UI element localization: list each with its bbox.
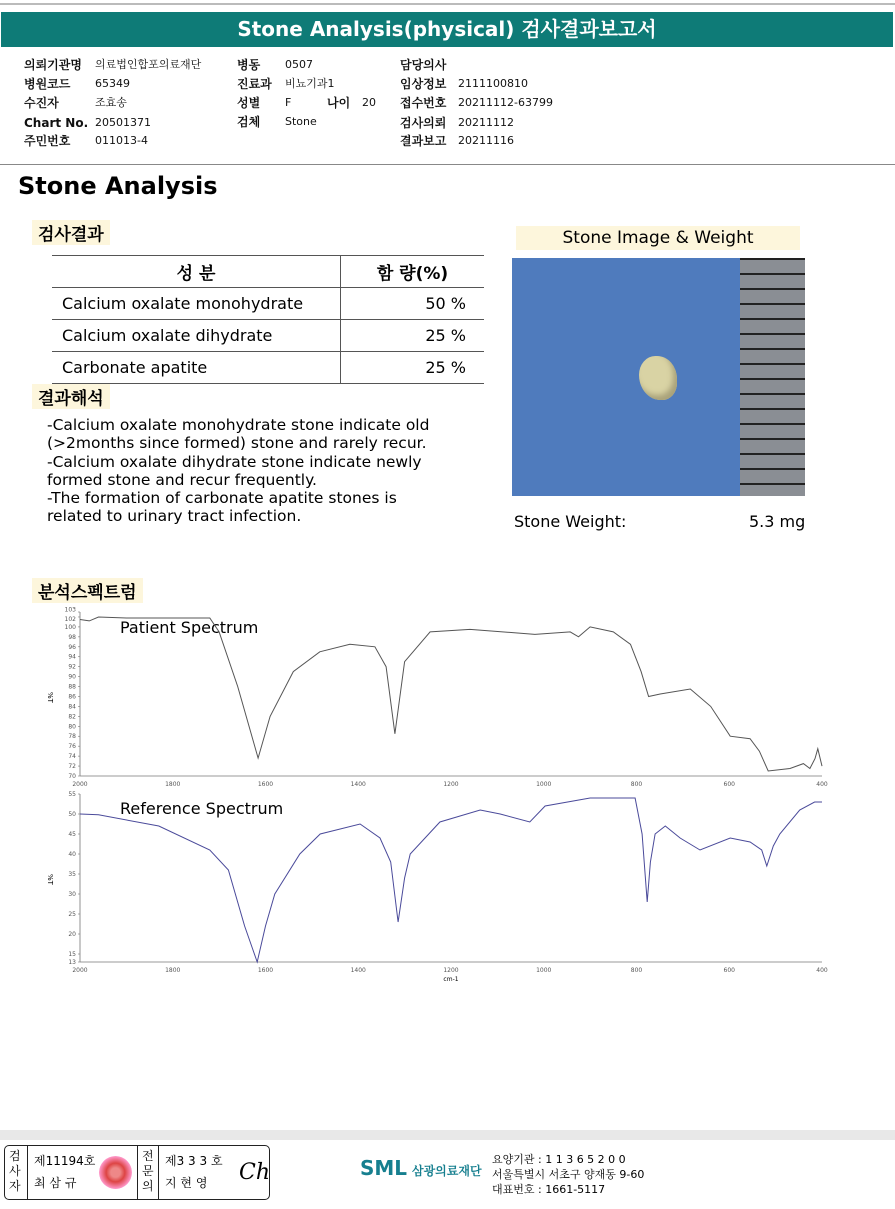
column-header: 성 분: [52, 256, 341, 288]
interpretation-text: [47, 416, 429, 526]
ruler: [740, 258, 805, 496]
info-value: 65349: [95, 77, 130, 90]
x-axis-label: cm-1: [443, 976, 459, 983]
info-label: 의뢰기관명: [24, 58, 82, 72]
info-value: 조효송: [95, 96, 127, 109]
y-tick-label: 92: [68, 663, 76, 671]
table-row: [52, 320, 484, 352]
info-value: 20211112: [458, 116, 514, 129]
info-label: 성별: [237, 96, 261, 110]
x-tick-label: 400: [816, 781, 828, 788]
x-tick-label: 1000: [536, 967, 552, 974]
info-value: F: [285, 96, 292, 109]
y-tick-label: 25: [68, 911, 76, 918]
x-tick-label: 800: [630, 967, 643, 974]
specialist-license: 제3 3 3 호: [165, 1154, 223, 1168]
info-value: 0507: [285, 58, 313, 71]
x-tick-label: 2000: [72, 781, 88, 788]
footer-divider: [0, 1130, 895, 1140]
interp-line: -Calcium oxalate dihydrate stone indicate newly: [47, 452, 422, 471]
y-tick-label: 35: [68, 871, 76, 878]
y-axis-label: %T: [46, 692, 54, 703]
table-row: [52, 288, 484, 320]
weight-value: 5.3 mg: [749, 512, 806, 531]
spectrum-line: [80, 617, 822, 771]
info-label: 진료과: [237, 77, 272, 91]
y-tick-label: 90: [68, 673, 76, 681]
info-value: 011013-4: [95, 134, 148, 147]
y-tick-label: 102: [64, 615, 76, 623]
info-label: 검체: [237, 115, 261, 129]
table-header: [52, 256, 484, 288]
info-label: 접수번호: [400, 96, 447, 110]
x-tick-label: 2000: [72, 967, 88, 974]
result-heading: 검사결과: [32, 220, 110, 245]
info-label: 병원코드: [24, 77, 71, 91]
y-tick-label: 94: [68, 653, 76, 661]
y-tick-label: 74: [68, 753, 76, 761]
x-tick-label: 400: [816, 967, 828, 974]
info-value: 20211116: [458, 134, 514, 147]
spectrum-line: [80, 798, 822, 962]
top-divider: [0, 3, 895, 5]
y-tick-label: 98: [68, 633, 76, 641]
y-tick-label: 84: [68, 703, 76, 711]
y-tick-label: 78: [68, 733, 76, 741]
y-tick-label: 82: [68, 713, 76, 721]
y-tick-label: 50: [68, 811, 76, 818]
table-row: [52, 352, 484, 384]
y-tick-label: 13: [68, 959, 76, 966]
stone-photo: [512, 258, 805, 496]
x-tick-label: 1200: [443, 781, 459, 788]
info-value: 20211112-63799: [458, 96, 553, 109]
x-tick-label: 800: [630, 781, 643, 788]
y-tick-label: 72: [68, 763, 76, 771]
component-cell: Carbonate apatite: [52, 352, 341, 384]
y-tick-label: 76: [68, 743, 76, 751]
x-tick-label: 600: [723, 781, 735, 788]
info-value: 비뇨기과1: [285, 77, 335, 90]
page-title: Stone Analysis: [18, 172, 218, 200]
report-header: Stone Analysis(physical) 검사결과보고서: [1, 12, 893, 47]
y-tick-label: 55: [68, 791, 76, 798]
percent-cell: 25 %: [341, 320, 485, 352]
interp-line: (>2months since formed) stone and rarely recur.: [47, 434, 427, 453]
y-tick-label: 45: [68, 831, 76, 838]
info-label: 임상정보: [400, 77, 447, 91]
info-value: 2111100810: [458, 77, 528, 90]
y-tick-label: 88: [68, 683, 76, 691]
examiner-name: 최 삼 규: [34, 1176, 77, 1190]
y-tick-label: 96: [68, 643, 76, 651]
interpretation-heading: 결과해석: [32, 384, 110, 409]
x-tick-label: 1800: [165, 967, 181, 974]
info-label: 주민번호: [24, 134, 71, 148]
sml-logo-text: 삼광의료재단: [412, 1164, 482, 1178]
info-value: 의료법인합포의료재단: [95, 58, 202, 71]
x-tick-label: 1200: [443, 967, 459, 974]
image-caption: Stone Image & Weight: [516, 226, 800, 250]
signature-box: [4, 1145, 270, 1200]
specialist-name: 지 현 영: [165, 1176, 208, 1190]
chart-title: Patient Spectrum: [120, 618, 259, 637]
info-label: 나이: [327, 96, 351, 110]
percent-cell: 25 %: [341, 352, 485, 384]
stone-specimen: [639, 356, 677, 400]
info-divider: [0, 164, 895, 165]
info-value: 20501371: [95, 116, 151, 129]
weight-label: Stone Weight:: [514, 512, 627, 531]
percent-cell: 50 %: [341, 288, 485, 320]
y-tick-label: 70: [68, 773, 76, 780]
y-tick-label: 86: [68, 693, 76, 701]
x-tick-label: 1400: [350, 967, 366, 974]
x-tick-label: 1600: [257, 967, 274, 974]
component-cell: Calcium oxalate dihydrate: [52, 320, 341, 352]
column-header: 함 량(%): [341, 256, 485, 288]
spectrum-charts: [0, 600, 895, 985]
composition-table: [52, 255, 484, 384]
signature: Ch: [239, 1160, 271, 1185]
y-tick-label: 100: [64, 623, 76, 631]
info-value: 20: [362, 96, 376, 109]
y-tick-label: 103: [64, 606, 76, 614]
info-label: 담당의사: [400, 58, 447, 72]
y-tick-label: 15: [68, 951, 76, 958]
x-tick-label: 1400: [350, 781, 366, 788]
x-tick-label: 1800: [165, 781, 181, 788]
y-tick-label: 80: [68, 723, 76, 731]
y-tick-label: 40: [68, 851, 76, 858]
info-value: Stone: [285, 115, 317, 128]
x-tick-label: 1600: [257, 781, 274, 788]
y-axis-label: %T: [46, 874, 54, 885]
seal-stamp: [99, 1156, 132, 1189]
examiner-license: 제11194호: [34, 1154, 96, 1168]
info-label: 검사의뢰: [400, 116, 447, 130]
interp-line: -Calcium oxalate monohydrate stone indicate old: [47, 416, 430, 434]
y-tick-label: 20: [68, 931, 76, 938]
interp-line: -The formation of carbonate apatite stones is: [47, 489, 397, 508]
spectrum-heading: 분석스펙트럼: [32, 578, 143, 603]
examiner-label: 검 사 자: [9, 1149, 21, 1193]
chart-title: Reference Spectrum: [120, 799, 284, 818]
y-tick-label: 30: [68, 891, 76, 898]
info-label: 병동: [237, 58, 261, 72]
sml-logo: SML: [360, 1156, 408, 1180]
info-label: 결과보고: [400, 134, 447, 148]
interp-line: related to urinary tract infection.: [47, 507, 302, 526]
specialist-label: 전 문 의: [142, 1149, 154, 1193]
x-tick-label: 600: [723, 967, 735, 974]
interp-line: formed stone and recur frequently.: [47, 470, 317, 489]
x-tick-label: 1000: [536, 781, 552, 788]
info-label: 수진자: [24, 96, 59, 110]
component-cell: Calcium oxalate monohydrate: [52, 288, 341, 320]
info-label: Chart No.: [24, 116, 89, 130]
lab-address: 요양기관 : 1 1 3 6 5 2 0 0 서울특별시 서초구 양재동 9-60 대표번호 : 1661-5117: [492, 1153, 645, 1196]
